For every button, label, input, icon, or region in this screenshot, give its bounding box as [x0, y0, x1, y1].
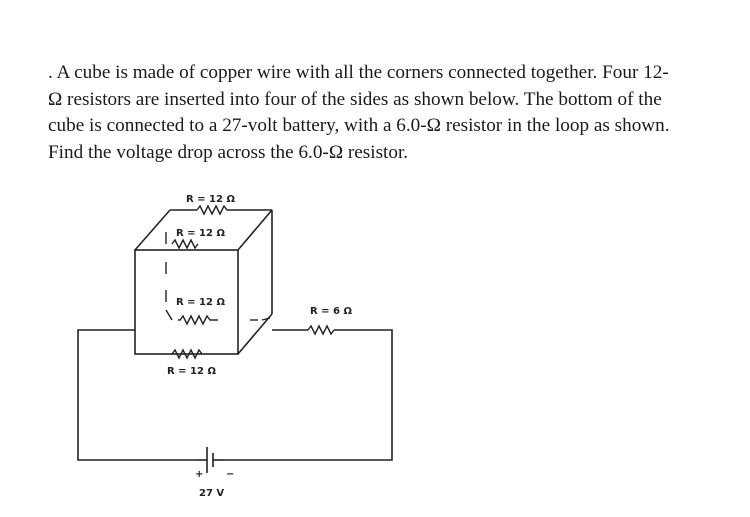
resistor-external [308, 326, 334, 334]
label-external: R = 6 Ω [310, 306, 352, 317]
label-top-back: R = 12 Ω [186, 194, 235, 205]
hidden-edge-dash [262, 318, 270, 320]
battery-minus-sign: − [226, 469, 235, 480]
problem-line-2: Ω resistors are inserted into four of the sides as shown below. The bottom of the [48, 88, 662, 110]
resistor-top-back [197, 206, 232, 214]
problem-line-1: . A cube is made of copper wire with all the corners connected together. Four 12- [48, 62, 669, 83]
label-bottom-back: R = 12 Ω [176, 297, 225, 308]
battery-label: 27 V [199, 488, 225, 499]
cube-top-left-edge [135, 210, 170, 250]
resistor-top-front [172, 240, 198, 248]
label-bottom-front: R = 12 Ω [167, 366, 216, 377]
cube-top-right-edge [238, 210, 272, 250]
wire-left-loop [78, 330, 198, 460]
label-top-front: R = 12 Ω [176, 228, 225, 239]
problem-line-4: Find the voltage drop across the 6.0-Ω resistor. [48, 141, 409, 163]
hidden-edge-dash [166, 310, 172, 320]
wire-right-loop [224, 330, 392, 460]
resistor-bottom-back [178, 316, 218, 324]
battery-plus-sign: + [195, 469, 204, 480]
problem-line-3: cube is connected to a 27-volt battery, with a 6.0-Ω resistor in the loop as shown. [48, 115, 670, 136]
